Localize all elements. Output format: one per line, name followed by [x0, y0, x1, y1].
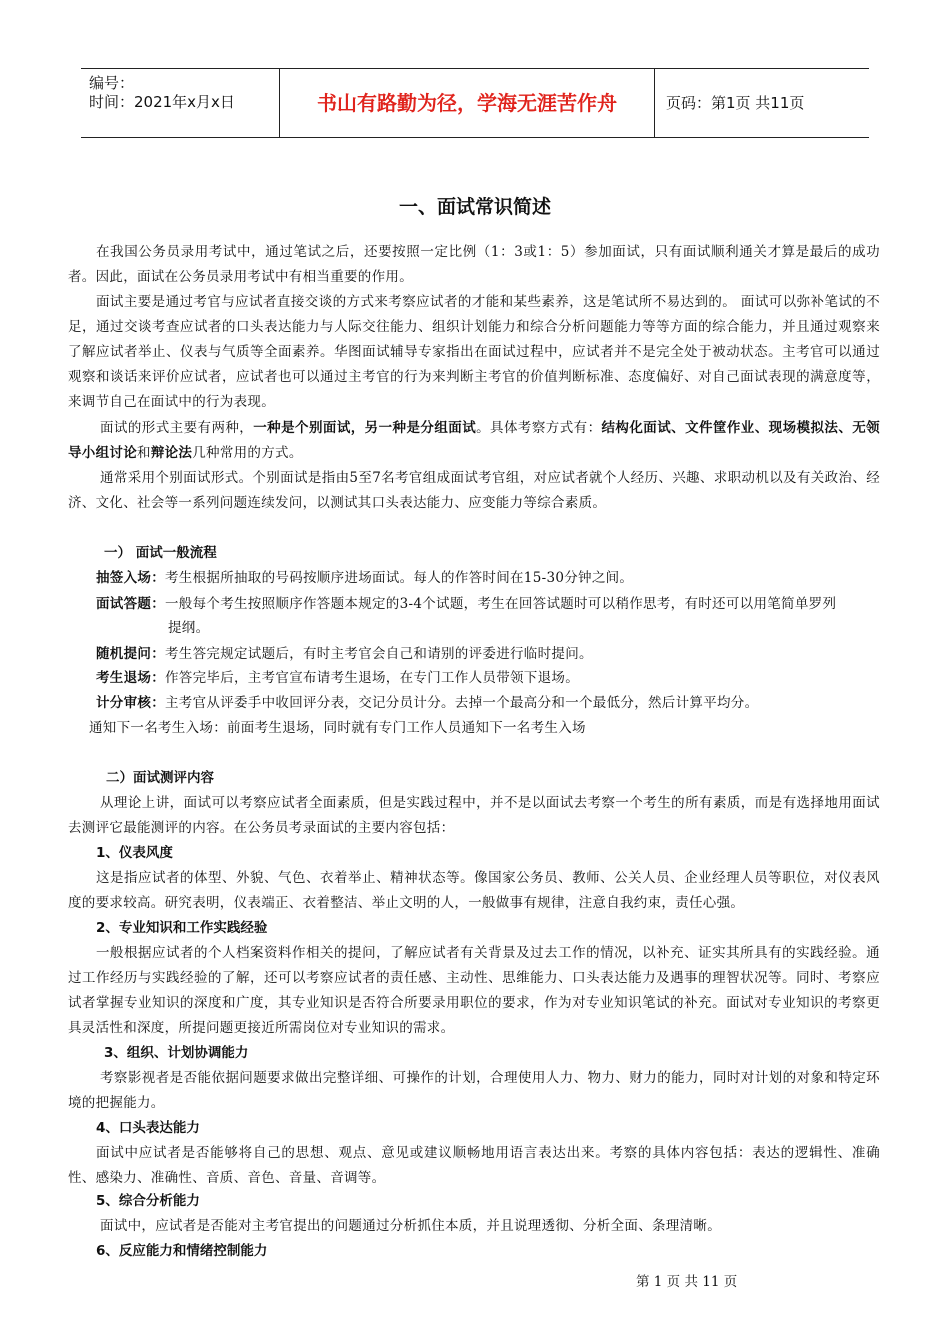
- item-4-text: 面试中应试者是否能够将自己的思想、观点、意见或建议顺畅地用语言表达出来。考察的具体内容包括：表达的逻辑性、准确性、感染力、准确性、音质、音色、音量、音调等。: [68, 1145, 880, 1186]
- item-3-title: 3、组织、计划协调能力: [104, 1045, 249, 1061]
- item-5-text: 面试中，应试者是否能对主考官提出的问题通过分析抓住本质，并且说理透彻、分析全面、条理清晰。: [100, 1218, 721, 1234]
- item-2-text: 一般根据应试者的个人档案资料作相关的提问，了解应试者有关背景及过去工作的情况，以补充、证实其所具有的实践经验。通过工作经历与实践经验的了解，还可以考察应试者的责任感、主动性、思维能力、口头表达能力及遇事的理智状况等。同时、考察应试者掌握专业知识的深度和广度，其专业知识是否符合所要录用职位的要求，作为对专业知识笔试的补充。面试对专业知识的考察更具灵活性和深度，所提问题更接近所需岗位对专业知识的需求。: [68, 945, 880, 1036]
- page-title: 一、面试常识简述: [398, 196, 551, 218]
- content-intro: 从理论上讲，面试可以考察应试者全面素质，但是实践过程中，并不是以面试去考察一个考生的所有素质，而是有选择地用面试去测评它最能测评的内容。在公务员考录面试的主要内容包括：: [68, 795, 880, 836]
- process-step-2-continued: 提纲。: [168, 620, 210, 636]
- header-page-label: 页码：第1页 共11页: [666, 94, 805, 112]
- process-heading: 一） 面试一般流程: [104, 545, 217, 561]
- content-heading: 二）面试测评内容: [106, 770, 214, 786]
- document-time-label: 时间：2021年x月x日: [89, 93, 235, 111]
- intro-paragraph-2: 面试主要是通过考官与应试者直接交谈的方式来考察应试者的才能和某些素养，这是笔试所不易达到的。 面试可以弥补笔试的不足，通过交谈考查应试者的口头表达能力与人际交往能力、组织计划能力和综合分析问题能力等等方面的综合能力，并且通过观察来了解应试者举止、仪表与气质等全面素养。华图面试辅导专家指出在面试过程中，应试者并不是完全处于被动状态。主考官可以通过观察和谈话来评价应试者，应试者也可以通过主考官的行为来判断主考官的价值判断标准、态度偏好、对自己面试表现的满意度等，来调节自己在面试中的行为表现。: [68, 294, 880, 410]
- item-6-title: 6、反应能力和情绪控制能力: [96, 1243, 268, 1259]
- process-notify: 通知下一名考生入场：前面考生退场，同时就有专门工作人员通知下一名考生入场: [89, 720, 586, 736]
- process-step-5: 计分审核：主考官从评委手中收回评分表，交记分员计分。去掉一个最高分和一个最低分，然后计算平均分。: [96, 695, 759, 711]
- process-step-4: 考生退场：作答完毕后，主考官宣布请考生退场，在专门工作人员带领下退场。: [96, 670, 579, 686]
- item-4-title: 4、口头表达能力: [96, 1120, 200, 1136]
- process-step-3: 随机提问：考生答完规定试题后，有时主考官会自己和请别的评委进行临时提问。: [96, 646, 593, 662]
- intro-paragraph-1: 在我国公务员录用考试中，通过笔试之后，还要按照一定比例（1：3或1：5）参加面试，只有面试顺利通关才算是最后的成功者。因此，面试在公务员录用考试中有相当重要的作用。: [68, 244, 880, 285]
- header-meta-cell: [81, 69, 280, 137]
- process-step-1: 抽签入场：考生根据所抽取的号码按顺序进场面试。每人的作答时间在15-30分钟之间。: [96, 570, 634, 586]
- individual-paragraph: 通常采用个别面试形式。个别面试是指由5至7名考官组成面试考官组，对应试者就个人经历、兴趣、求职动机以及有关政治、经济、文化、社会等一系列问题连续发问，以测试其口头表达能力、应变能力等综合素质。: [68, 470, 880, 511]
- document-number-label: 编号：: [89, 74, 135, 92]
- item-1-title: 1、仪表风度: [96, 845, 173, 861]
- item-5-title: 5、综合分析能力: [96, 1193, 200, 1209]
- header-table: [81, 68, 869, 138]
- forms-paragraph: 面试的形式主要有两种，一种是个别面试，另一种是分组面试。具体考察方式有：结构化面试、文件筐作业、现场模拟法、无领导小组讨论和辩论法几种常用的方式。: [68, 420, 880, 461]
- process-step-2: 面试答题：一般每个考生按照顺序作答题本规定的3-4个试题，考生在回答试题时可以稍作思考，有时还可以用笔简单罗列: [96, 596, 837, 612]
- page-footer: 第 1 页 共 11 页: [636, 1274, 738, 1290]
- item-2-title: 2、专业知识和工作实践经验: [96, 920, 268, 936]
- item-1-text: 这是指应试者的体型、外貌、气色、衣着举止、精神状态等。像国家公务员、教师、公关人员、企业经理人员等职位，对仪表风度的要求较高。研究表明，仪表端正、衣着整洁、举止文明的人，一般做事有规律，注意自我约束，责任心强。: [68, 870, 880, 911]
- header-motto: 书山有路勤为径，学海无涯苦作舟: [280, 69, 655, 137]
- item-3-text: 考察影视者是否能依据问题要求做出完整详细、可操作的计划，合理使用人力、物力、财力的能力，同时对计划的对象和特定环境的把握能力。: [68, 1070, 880, 1111]
